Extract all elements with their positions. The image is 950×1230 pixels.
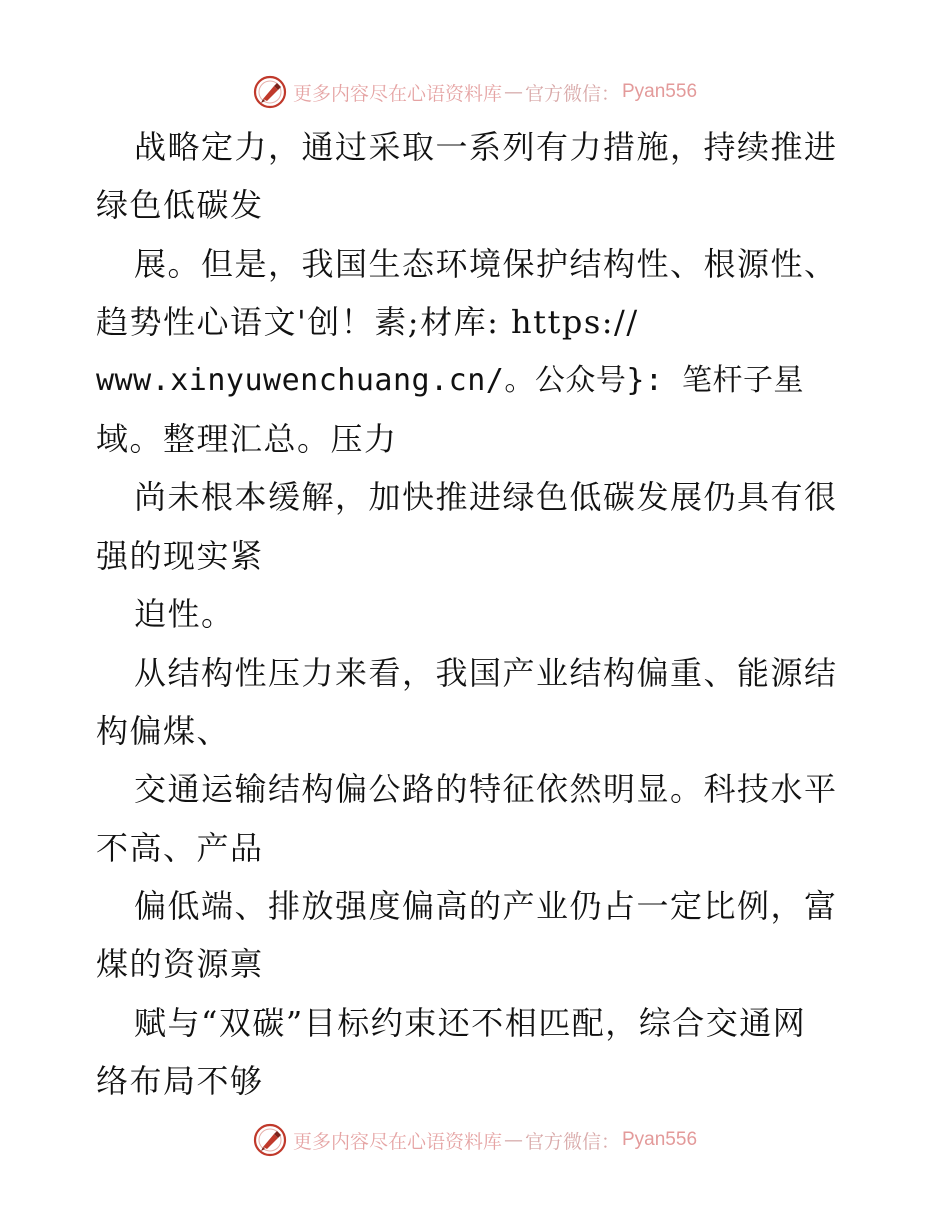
banner-title: 更多内容尽在心语资料库	[292, 1130, 502, 1153]
text-line: 偏低端、排放强度偏高的产业仍占一定比例，富	[134, 887, 838, 926]
pen-nib-logo-icon	[253, 75, 287, 109]
text-line: 煤的资源禀	[96, 945, 264, 984]
text-line: 赋与“双碳”目标约束还不相匹配，综合交通网	[134, 1003, 807, 1042]
document-body	[96, 118, 856, 1111]
text-line: 趋势性心语文'创！素;材库: https://	[96, 303, 639, 342]
text-line: 强的现实紧	[96, 536, 264, 575]
banner-dash: —	[503, 1129, 523, 1151]
banner-wechat-label: 官方微信：	[524, 1130, 620, 1153]
pen-nib-logo-icon	[253, 1123, 287, 1157]
text-line: 络布局不够	[96, 1062, 264, 1101]
text-line: 不高、产品	[96, 828, 264, 867]
text-line: 构偏煤、	[96, 711, 231, 750]
banner-dash: —	[503, 81, 523, 103]
text-line: 交通运输结构偏公路的特征依然明显。科技水平	[134, 770, 838, 809]
footer-banner	[0, 1120, 950, 1160]
text-line-url: www.xinyuwenchuang.cn/。公众号}: 笔杆子星	[96, 362, 805, 398]
text-line: 域。整理汇总。压力	[96, 419, 398, 458]
text-line: 迫性。	[134, 595, 235, 634]
banner-wechat-id: Pyan556	[622, 1129, 698, 1150]
banner-wechat-label: 官方微信：	[524, 82, 620, 105]
banner-wechat-id: Pyan556	[622, 81, 698, 102]
text-line: 绿色低碳发	[96, 186, 264, 225]
header-banner	[0, 72, 950, 112]
text-line: 从结构性压力来看，我国产业结构偏重、能源结	[134, 653, 838, 692]
banner-title: 更多内容尽在心语资料库	[292, 82, 502, 105]
text-line: 尚未根本缓解，加快推进绿色低碳发展仍具有很	[134, 478, 838, 517]
text-line: 展。但是，我国生态环境保护结构性、根源性、	[134, 244, 838, 283]
text-line: 战略定力，通过采取一系列有力措施，持续推进	[134, 128, 838, 166]
